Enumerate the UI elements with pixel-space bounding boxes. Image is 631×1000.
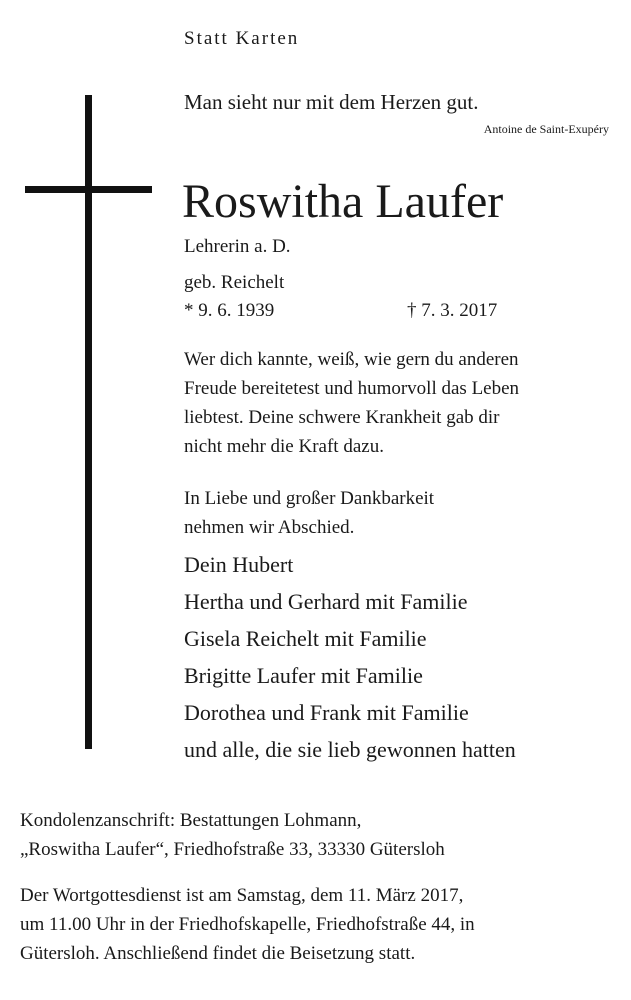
condolence-address xyxy=(20,806,445,864)
mourner-item: Dorothea und Frank mit Familie xyxy=(184,700,469,725)
verse-line: nicht mehr die Kraft dazu. xyxy=(184,436,384,457)
mourners-list xyxy=(184,546,516,768)
cross-horizontal-bar xyxy=(25,186,152,193)
mourner-item: Hertha und Gerhard mit Familie xyxy=(184,589,468,614)
birth-date: * 9. 6. 1939 xyxy=(184,300,275,321)
condolence-line: Kondolenzanschrift: Bestattungen Lohmann, xyxy=(20,810,362,831)
death-date: † 7. 3. 2017 xyxy=(407,300,498,321)
deceased-name: Roswitha Laufer xyxy=(182,175,504,228)
service-info xyxy=(20,881,608,968)
quote-author: Antoine de Saint-Exupéry xyxy=(483,122,609,136)
notice-header: Statt Karten xyxy=(184,28,300,49)
service-line: um 11.00 Uhr in der Friedhofskapelle, Friedhofstraße 44, in xyxy=(20,914,475,935)
deceased-profession: Lehrerin a. D. xyxy=(184,236,291,257)
mourner-item: Dein Hubert xyxy=(184,552,294,577)
mourner-item: Gisela Reichelt mit Familie xyxy=(184,626,427,651)
service-line: Der Wortgottesdienst ist am Samstag, dem 11. März 2017, xyxy=(20,885,464,906)
deceased-birth-name: geb. Reichelt xyxy=(184,272,285,293)
verse xyxy=(184,345,519,461)
condolence-line: „Roswitha Laufer“, Friedhofstraße 33, 33330 Gütersloh xyxy=(20,839,445,860)
verse-line: liebtest. Deine schwere Krankheit gab dir xyxy=(184,407,500,428)
mourner-item: Brigitte Laufer mit Familie xyxy=(184,663,423,688)
mourner-item: und alle, die sie lieb gewonnen hatten xyxy=(184,737,516,762)
service-line: Gütersloh. Anschließend findet die Beisetzung statt. xyxy=(20,943,416,964)
farewell-text xyxy=(184,484,434,542)
farewell-line: In Liebe und großer Dankbarkeit xyxy=(184,488,435,509)
verse-line: Freude bereitetest und humorvoll das Leben xyxy=(184,378,520,399)
quote-text: Man sieht nur mit dem Herzen gut. xyxy=(184,90,479,114)
farewell-line: nehmen wir Abschied. xyxy=(184,517,355,538)
cross-vertical-bar xyxy=(85,95,92,749)
verse-line: Wer dich kannte, weiß, wie gern du anderen xyxy=(184,349,519,370)
